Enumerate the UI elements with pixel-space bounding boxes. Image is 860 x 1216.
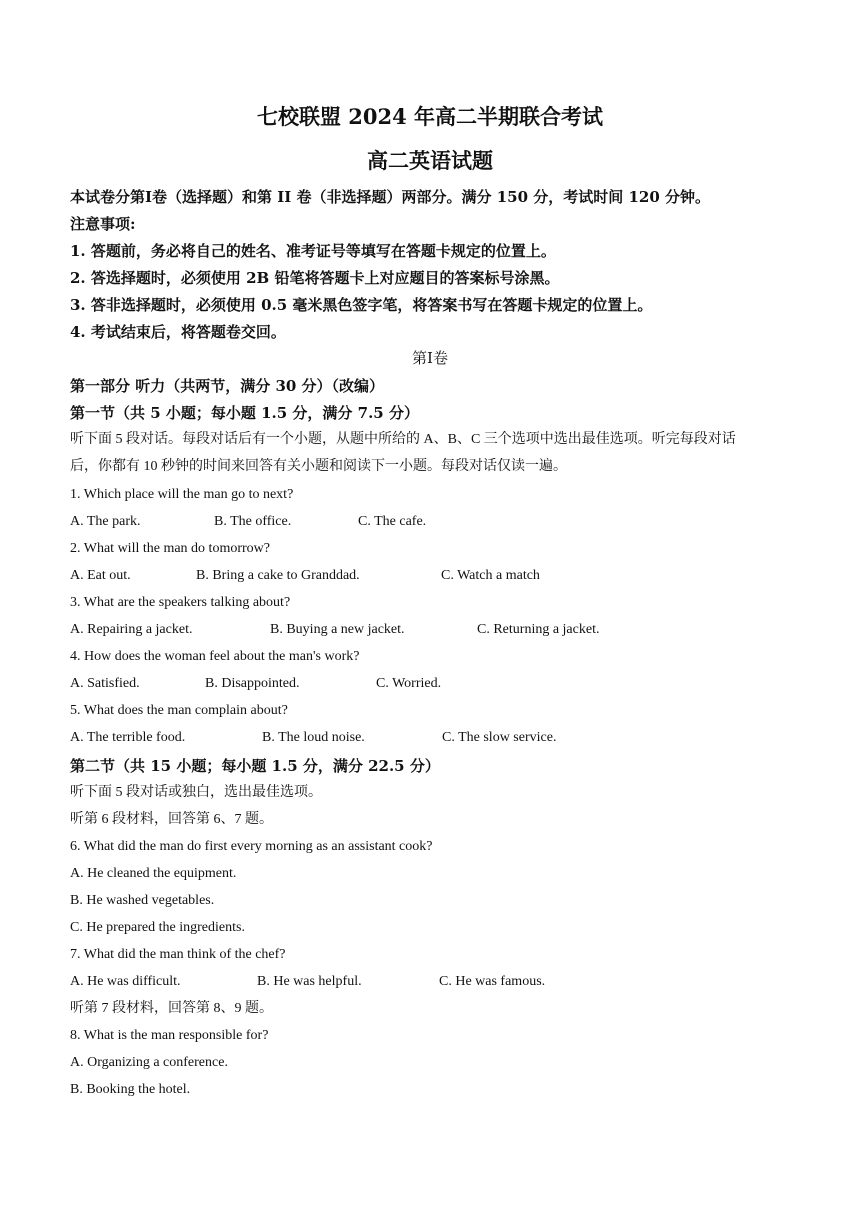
option-c: C. Returning a jacket. — [477, 622, 600, 637]
question-6-option-a: A. He cleaned the equipment. — [70, 866, 237, 881]
question-6-option-c: C. He prepared the ingredients. — [70, 920, 245, 935]
option-b: B. He was helpful. — [257, 974, 362, 989]
option-c: C. The cafe. — [358, 514, 427, 529]
option-b: B. Buying a new jacket. — [270, 622, 405, 637]
material-7-note: 听第 7 段材料，回答第 8、9 题。 — [70, 1001, 273, 1016]
question-6-option-b: B. He washed vegetables. — [70, 893, 215, 908]
section1-heading: 第一节（共 5 小题；每小题 1.5 分，满分 7.5 分） — [70, 404, 419, 422]
option-c: C. Worried. — [376, 676, 442, 691]
note-item-1: 1. 答题前，务必将自己的姓名、准考证号等填写在答题卡规定的位置上。 — [70, 242, 556, 260]
note-item-4: 4. 考试结束后，将答题卷交回。 — [70, 323, 286, 341]
option-a: A. Satisfied. — [70, 676, 140, 691]
question-4: 4. How does the woman feel about the man's work? — [70, 649, 360, 664]
question-8-option-a: A. Organizing a conference. — [70, 1055, 228, 1070]
option-a: A. The terrible food. — [70, 730, 186, 745]
note-item-2: 2. 答选择题时，必须使用 2B 铅笔将答题卡上对应题目的答案标号涂黑。 — [70, 269, 560, 287]
exam-subject-title: 高二英语试题 — [367, 148, 493, 173]
question-1: 1. Which place will the man go to next? — [70, 487, 294, 502]
option-c: C. He was famous. — [439, 974, 546, 989]
question-6: 6. What did the man do first every morning as an assistant cook? — [70, 839, 433, 854]
question-5: 5. What does the man complain about? — [70, 703, 288, 718]
exam-intro: 本试卷分第Ⅰ卷（选择题）和第 II 卷（非选择题）两部分。满分 150 分，考试时间 120 分钟。 — [70, 188, 711, 206]
question-3: 3. What are the speakers talking about? — [70, 595, 291, 610]
option-c: C. The slow service. — [442, 730, 557, 745]
question-8-option-b: B. Booking the hotel. — [70, 1082, 191, 1097]
question-7: 7. What did the man think of the chef? — [70, 947, 286, 962]
option-b: B. The office. — [214, 514, 292, 529]
option-b: B. Bring a cake to Granddad. — [196, 568, 360, 583]
material-6-note: 听第 6 段材料，回答第 6、7 题。 — [70, 812, 273, 827]
part1-heading: 第一部分 听力（共两节，满分 30 分）（改编） — [70, 377, 385, 395]
exam-title: 七校联盟 2024 年高二半期联合考试 — [256, 104, 604, 129]
note-item-3: 3. 答非选择题时，必须使用 0.5 毫米黑色签字笔，将答案书写在答题卡规定的位置上。 — [70, 296, 653, 314]
notes-heading: 注意事项: — [70, 215, 136, 233]
option-b: B. The loud noise. — [262, 730, 365, 745]
section1-directions-line1: 听下面 5 段对话。每段对话后有一个小题，从题中所给的 A、B、C 三个选项中选出最佳选项。听完每段对话 — [70, 432, 736, 447]
option-a: A. The park. — [70, 514, 141, 529]
section2-directions: 听下面 5 段对话或独白，选出最佳选项。 — [70, 785, 322, 800]
section1-directions-line2: 后，你都有 10 秒钟的时间来回答有关小题和阅读下一小题。每段对话仅读一遍。 — [70, 459, 567, 474]
question-2: 2. What will the man do tomorrow? — [70, 541, 270, 556]
question-8: 8. What is the man responsible for? — [70, 1028, 269, 1043]
option-c: C. Watch a match — [441, 568, 540, 583]
option-b: B. Disappointed. — [205, 676, 300, 691]
option-a: A. He was difficult. — [70, 974, 181, 989]
option-a: A. Eat out. — [70, 568, 131, 583]
volume-heading: 第Ⅰ卷 — [412, 351, 448, 367]
option-a: A. Repairing a jacket. — [70, 622, 193, 637]
section2-heading: 第二节（共 15 小题；每小题 1.5 分，满分 22.5 分） — [70, 757, 440, 775]
